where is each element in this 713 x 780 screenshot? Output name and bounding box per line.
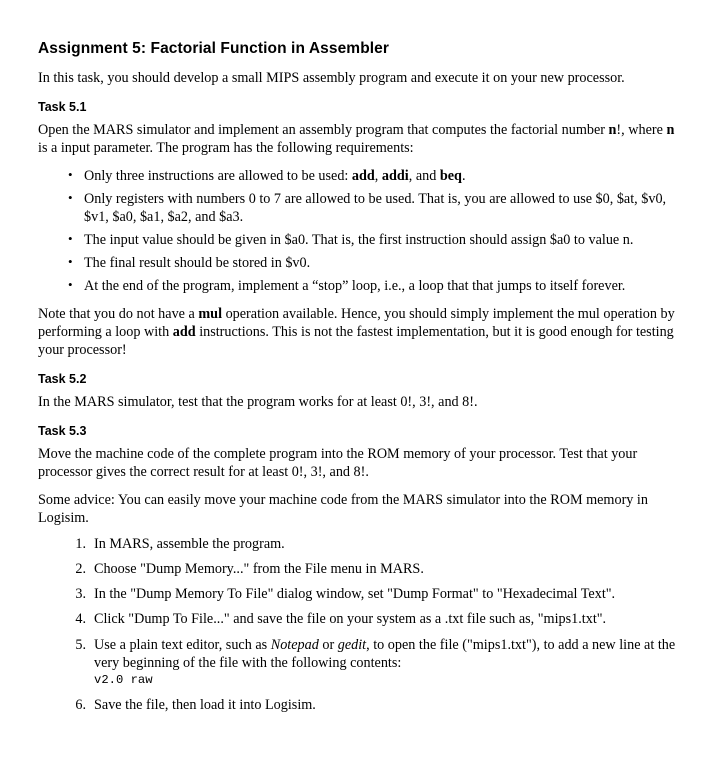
logisim-steps-list <box>38 535 677 714</box>
bullet-text: The input value should be given in $a0. That is, the first instruction should assign $a0 to value n. <box>84 232 634 249</box>
list-item <box>38 696 677 714</box>
bullet-bold-2: addi <box>381 167 409 184</box>
list-item <box>38 610 677 628</box>
task-5-1-intro-part2: !, where <box>616 122 667 139</box>
bullet-mid-2: , and <box>408 167 440 184</box>
step-text-mid: or <box>318 636 338 653</box>
page-title: Assignment 5: Factorial Function in Assembler <box>38 40 390 57</box>
task-5-1-intro-bold-n2: n <box>666 122 675 139</box>
note-bold-add: add <box>172 323 196 340</box>
task-5-1-note <box>38 305 677 360</box>
bullet-text: Only three instructions are allowed to be used: <box>84 167 352 184</box>
bullet-text: The final result should be stored in $v0. <box>84 255 311 272</box>
step-emphasis-notepad: Notepad <box>270 636 319 653</box>
task-5-1-heading: Task 5.1 <box>38 100 87 115</box>
step-text: Choose "Dump Memory..." from the File menu in MARS. <box>94 561 424 578</box>
list-item <box>38 254 677 272</box>
step-text: In MARS, assemble the program. <box>94 535 285 552</box>
note-part2: operation available. Hence, you should simply implement the mul operation by performing a loop with <box>38 305 675 340</box>
step-text: Click "Dump To File..." and save the file on your system as a .txt file such as, "mips1.txt". <box>94 611 607 628</box>
step-text-end: , to open the file ("mips1.txt"), to add a new line at the very beginning of the file with the following contents: <box>94 636 676 671</box>
task-5-2-heading: Task 5.2 <box>38 372 87 387</box>
list-item <box>38 231 677 249</box>
step-text: In the "Dump Memory To File" dialog window, set "Dump Format" to "Hexadecimal Text". <box>94 586 616 603</box>
bullet-post: . <box>461 167 466 184</box>
step-emphasis-gedit: gedit <box>337 636 367 653</box>
note-part3: instructions. This is not the fastest implementation, but it is good enough for testing your processor! <box>38 323 674 358</box>
bullet-text: Only registers with numbers 0 to 7 are allowed to be used. That is, you are allowed to use $0, $at, $v0, $v1, $a0, $a1, $a2, and $a3. <box>84 190 667 225</box>
bullet-mid-1: , <box>374 167 382 184</box>
step-text: Use a plain text editor, such as <box>94 636 271 653</box>
task-5-3-heading: Task 5.3 <box>38 424 87 439</box>
requirements-list <box>38 167 677 296</box>
list-item <box>38 277 677 295</box>
task-5-1-intro-part3: is a input parameter. The program has the following requirements: <box>38 140 414 157</box>
task-5-2-body: In the MARS simulator, test that the program works for at least 0!, 3!, and 8!. <box>38 394 478 411</box>
task-5-1-intro-bold-n1: n <box>608 122 617 139</box>
task-5-3-advice: Some advice: You can easily move your machine code from the MARS simulator into the ROM memory in Logisim. <box>38 491 648 526</box>
bullet-bold-1: add <box>351 167 375 184</box>
task-5-3-body: Move the machine code of the complete program into the ROM memory of your processor. Test that your processor gives the correct result for at least 0!, 3!, and 8!. <box>38 446 638 481</box>
note-bold-mul: mul <box>198 305 223 322</box>
task-5-1-intro <box>38 121 677 157</box>
list-item <box>38 167 677 185</box>
list-item <box>38 190 677 226</box>
list-item <box>38 585 677 603</box>
bullet-bold-3: beq <box>439 167 462 184</box>
list-item <box>38 636 677 689</box>
code-snippet: v2.0 raw <box>94 672 153 687</box>
list-item <box>38 535 677 553</box>
intro-paragraph: In this task, you should develop a small MIPS assembly program and execute it on your new processor. <box>38 70 625 86</box>
note-part1: Note that you do not have a <box>38 305 199 322</box>
bullet-text: At the end of the program, implement a “stop” loop, i.e., a loop that that jumps to itself forever. <box>84 278 626 295</box>
list-item <box>38 560 677 578</box>
task-5-1-intro-part1: Open the MARS simulator and implement an assembly program that computes the factorial number <box>38 122 609 139</box>
step-text: Save the file, then load it into Logisim. <box>94 696 316 713</box>
